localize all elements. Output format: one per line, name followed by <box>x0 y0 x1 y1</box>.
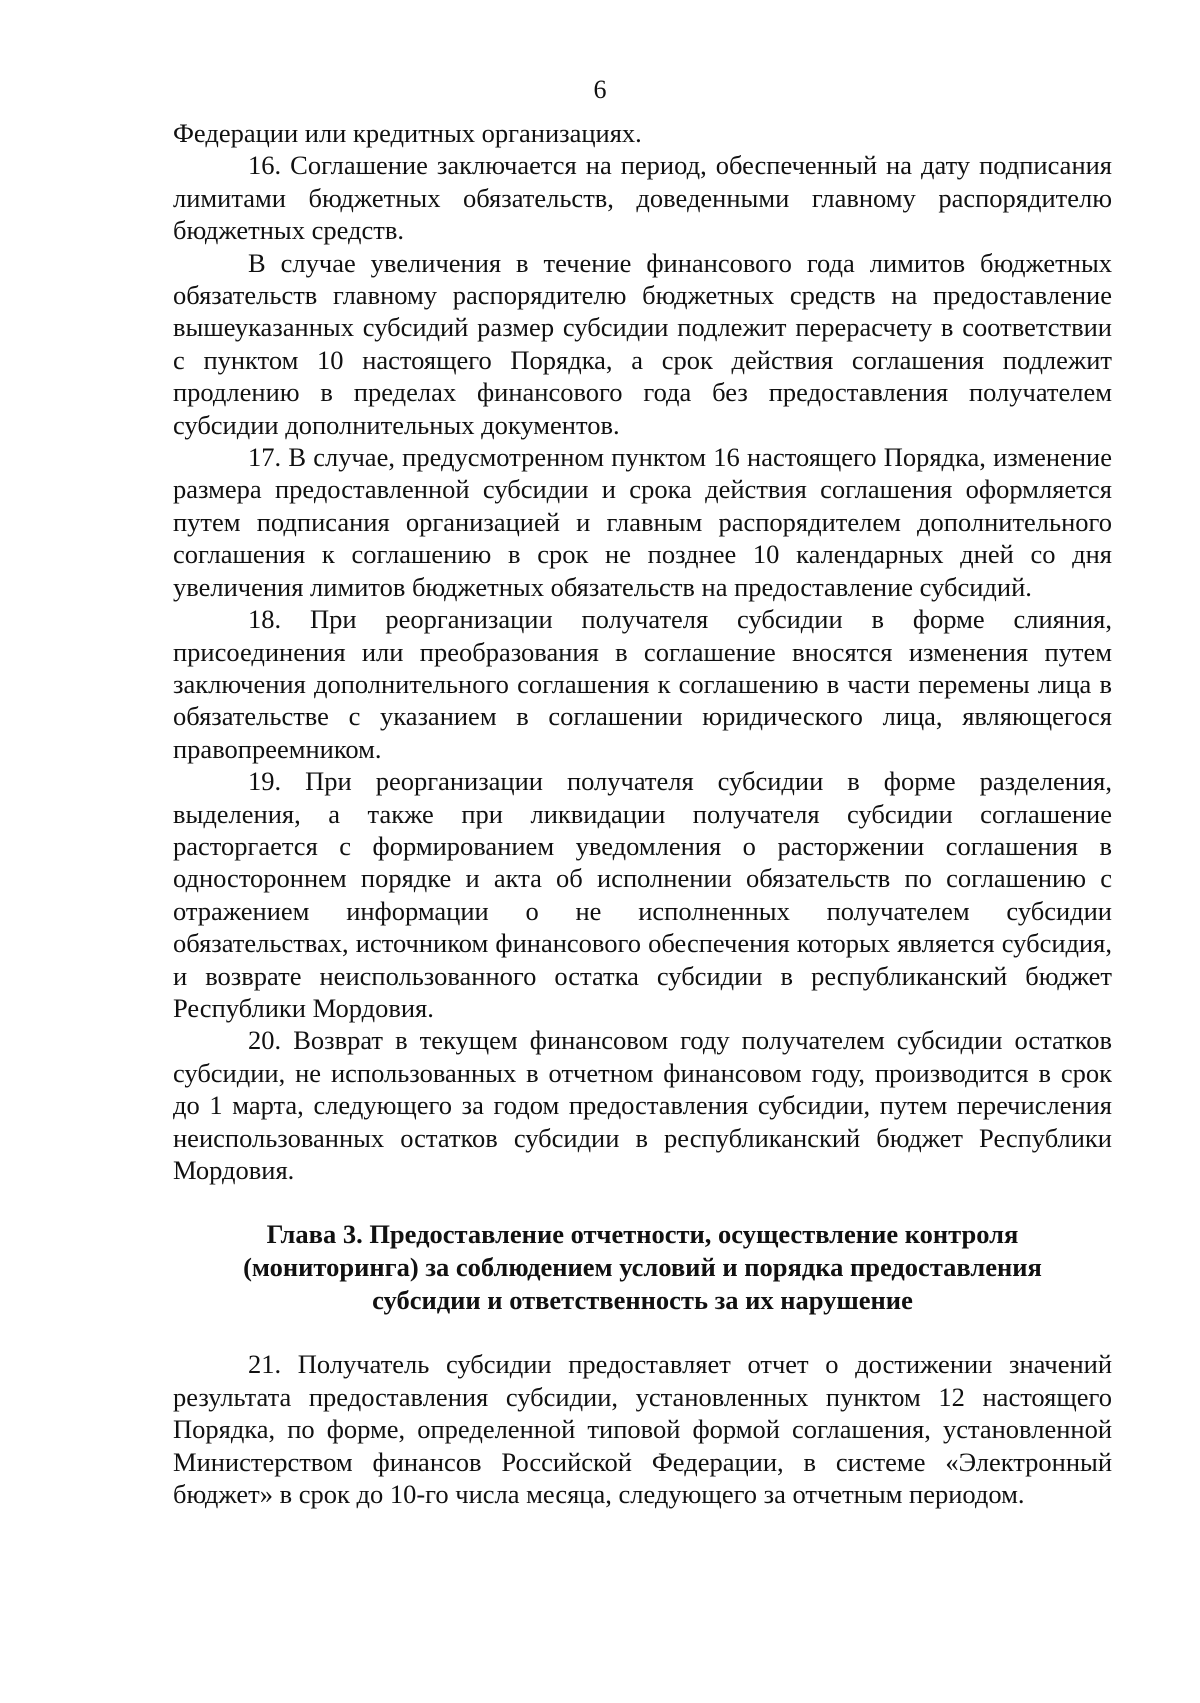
paragraph-item-16: 16. Соглашение заключается на период, обеспеченный на дату подписания лимитами бюджетных обязательств, доведенными главному распорядителю бюджетных средств. <box>173 150 1112 246</box>
paragraph-item-18: 18. При реорганизации получателя субсидии в форме слияния, присоединения или преобразования в соглашение вносятся изменения путем заключения дополнительного соглашения к соглашению в части перемены лица в обязательстве с указанием в соглашении юридического лица, являющегося правопреемником. <box>173 604 1112 764</box>
paragraph-item-20: 20. Возврат в текущем финансовом году получателем субсидии остатков субсидии, не использованных в отчетном финансовом году, производится в срок до 1 марта, следующего за годом предоставления субсидии, путем перечисления неиспользованных остатков субсидии в республиканский бюджет Республики Мордовия. <box>173 1025 1112 1185</box>
chapter-heading: Глава 3. Предоставление отчетности, осуществление контроля (мониторинга) за соблюдением условий и порядка предоставления субсидии и ответственность за их нарушение <box>243 1219 1042 1316</box>
paragraph-item-16-limits: В случае увеличения в течение финансового года лимитов бюджетных обязательств главному распорядителю бюджетных средств на предоставление вышеуказанных субсидий размер субсидии подлежит перерасчету в соответствии с пунктом 10 настоящего Порядка, а срок действия соглашения подлежит продлению в пределах финансового года без предоставления получателем субсидии дополнительных документов. <box>173 247 1112 440</box>
paragraph-continuation: Федерации или кредитных организациях. <box>173 118 642 148</box>
paragraph-item-19: 19. При реорганизации получателя субсидии в форме разделения, выделения, а также при ликвидации получателя субсидии соглашение расторгается с формированием уведомления о расторжении соглашения в одностороннем порядке и акта об исполнении обязательств по соглашению с отражением информации о не исполненных получателем субсидии обязательствах, источником финансового обеспечения которых является субсидия, и возврате неиспользованного остатка субсидии в республиканский бюджет Республики Мордовия. <box>173 766 1112 1023</box>
page-number: 6 <box>593 75 607 104</box>
paragraph-item-21: 21. Получатель субсидии предоставляет отчет о достижении значений результата предоставления субсидии, установленных пунктом 12 настоящего Порядка, по форме, определенной типовой формой соглашения, установленной Министерством финансов Российской Федерации, в системе «Электронный бюджет» в срок до 10-го числа месяца, следующего за отчетным периодом. <box>173 1349 1112 1510</box>
paragraph-item-17: 17. В случае, предусмотренном пунктом 16 настоящего Порядка, изменение размера предоставленной субсидии и срока действия соглашения оформляется путем подписания организацией и главным распорядителем дополнительного соглашения к соглашению в срок не позднее 10 календарных дней со дня увеличения лимитов бюджетных обязательств на предоставление субсидий. <box>173 442 1112 602</box>
document-body <box>173 117 1112 1510</box>
